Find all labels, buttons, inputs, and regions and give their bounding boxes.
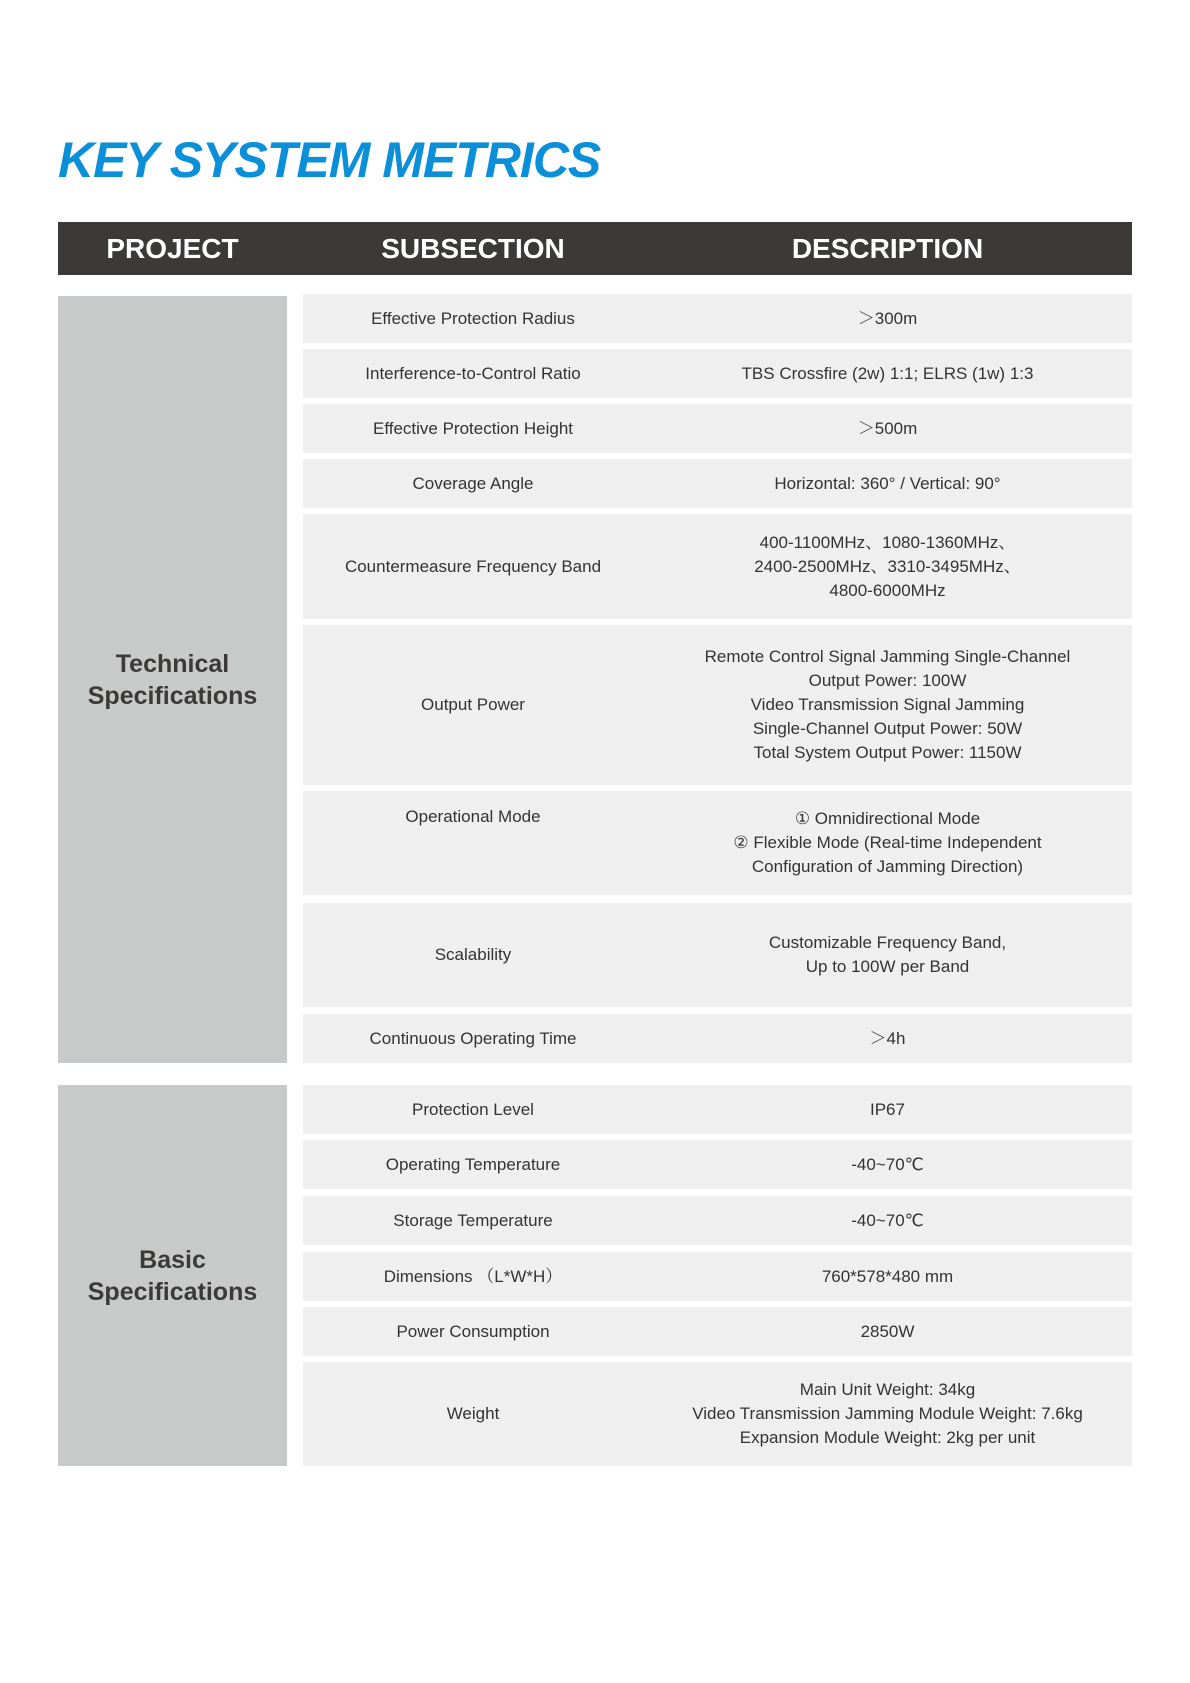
description-text: Main Unit Weight: 34kg Video Transmission Jamming Module Weight: 7.6kg Expansion Module Weight: 2kg per unit <box>692 1380 1083 1447</box>
description-cell <box>643 903 1132 1007</box>
subsection-cell: Protection Level <box>412 1099 534 1119</box>
description-text: -40~70℃ <box>851 1210 924 1230</box>
description-text: ＞500m <box>857 418 918 438</box>
group-technical-specifications <box>58 296 287 1063</box>
table-row <box>303 903 1132 1007</box>
group-label-basic: Basic Specifications <box>87 1245 258 1306</box>
description-cell <box>643 349 1132 398</box>
description-text: ＞300m <box>857 308 918 328</box>
description-cell <box>643 1196 1132 1245</box>
subsection-cell: Scalability <box>434 945 512 964</box>
subsection-cell: Output Power <box>421 695 525 714</box>
table-row <box>303 1196 1132 1245</box>
description-cell <box>643 791 1132 895</box>
table-row <box>303 294 1132 343</box>
description-text: IP67 <box>870 1099 905 1119</box>
header-project: PROJECT <box>106 233 239 264</box>
description-cell <box>643 1085 1132 1134</box>
table-row <box>303 459 1132 508</box>
table-row <box>303 514 1132 619</box>
table-header <box>58 222 1132 275</box>
group-label-technical: Technical Specifications <box>87 649 258 710</box>
description-cell <box>643 1252 1132 1301</box>
description-text: ① Omnidirectional Mode ② Flexible Mode (Real-time Independent Configuration of Jamming Direction) <box>733 809 1042 876</box>
description-cell <box>643 1014 1132 1063</box>
table-row <box>303 1014 1132 1063</box>
table-row <box>303 1252 1132 1301</box>
description-cell <box>643 514 1132 619</box>
table-row <box>303 349 1132 398</box>
description-cell <box>643 459 1132 508</box>
description-text: 760*578*480 mm <box>821 1266 954 1286</box>
subsection-cell: Weight <box>446 1404 500 1423</box>
table-row <box>303 1362 1132 1466</box>
header-subsection: SUBSECTION <box>381 233 565 264</box>
group-basic-specifications <box>58 1085 287 1466</box>
description-text: -40~70℃ <box>851 1154 924 1174</box>
table-row <box>303 1085 1132 1134</box>
description-cell <box>643 625 1132 785</box>
description-text: Customizable Frequency Band, Up to 100W per Band <box>768 933 1007 976</box>
header-description: DESCRIPTION <box>791 233 984 264</box>
description-cell <box>643 1140 1132 1189</box>
subsection-cell: Effective Protection Radius <box>371 308 575 328</box>
subsection-cell: Countermeasure Frequency Band <box>344 556 602 576</box>
subsection-cell: Continuous Operating Time <box>369 1028 577 1048</box>
description-cell <box>643 1362 1132 1466</box>
description-cell <box>643 404 1132 453</box>
subsection-cell: Interference-to-Control Ratio <box>365 363 581 383</box>
subsection-cell: Power Consumption <box>396 1321 550 1341</box>
table-row <box>303 625 1132 785</box>
subsection-cell: Operating Temperature <box>385 1154 561 1174</box>
subsection-cell: Effective Protection Height <box>372 418 573 438</box>
table-row <box>303 791 1132 895</box>
description-cell <box>643 294 1132 343</box>
page-title: KEY SYSTEM METRICS <box>58 132 601 188</box>
description-text: ＞4h <box>869 1028 906 1048</box>
subsection-cell: Dimensions （L*W*H） <box>383 1266 563 1286</box>
subsection-cell: Operational Mode <box>405 807 541 826</box>
description-text: 400-1100MHz、1080-1360MHz、 2400-2500MHz、3310-3495MHz、 4800-6000MHz <box>754 532 1021 600</box>
description-text: TBS Crossfire (2w) 1:1; ELRS (1w) 1:3 <box>741 363 1034 383</box>
description-cell <box>643 1307 1132 1356</box>
description-text: Horizontal: 360° / Vertical: 90° <box>774 473 1001 493</box>
description-text: Remote Control Signal Jamming Single-Channel Output Power: 100W Video Transmission Signal Jamming Single-Channel Output Power: 50W Total System Output Power: 1150W <box>704 647 1071 762</box>
table-row <box>303 404 1132 453</box>
subsection-cell: Coverage Angle <box>412 473 534 493</box>
subsection-cell: Storage Temperature <box>393 1210 553 1230</box>
description-text: 2850W <box>860 1321 915 1341</box>
table-row <box>303 1140 1132 1189</box>
table-row <box>303 1307 1132 1356</box>
